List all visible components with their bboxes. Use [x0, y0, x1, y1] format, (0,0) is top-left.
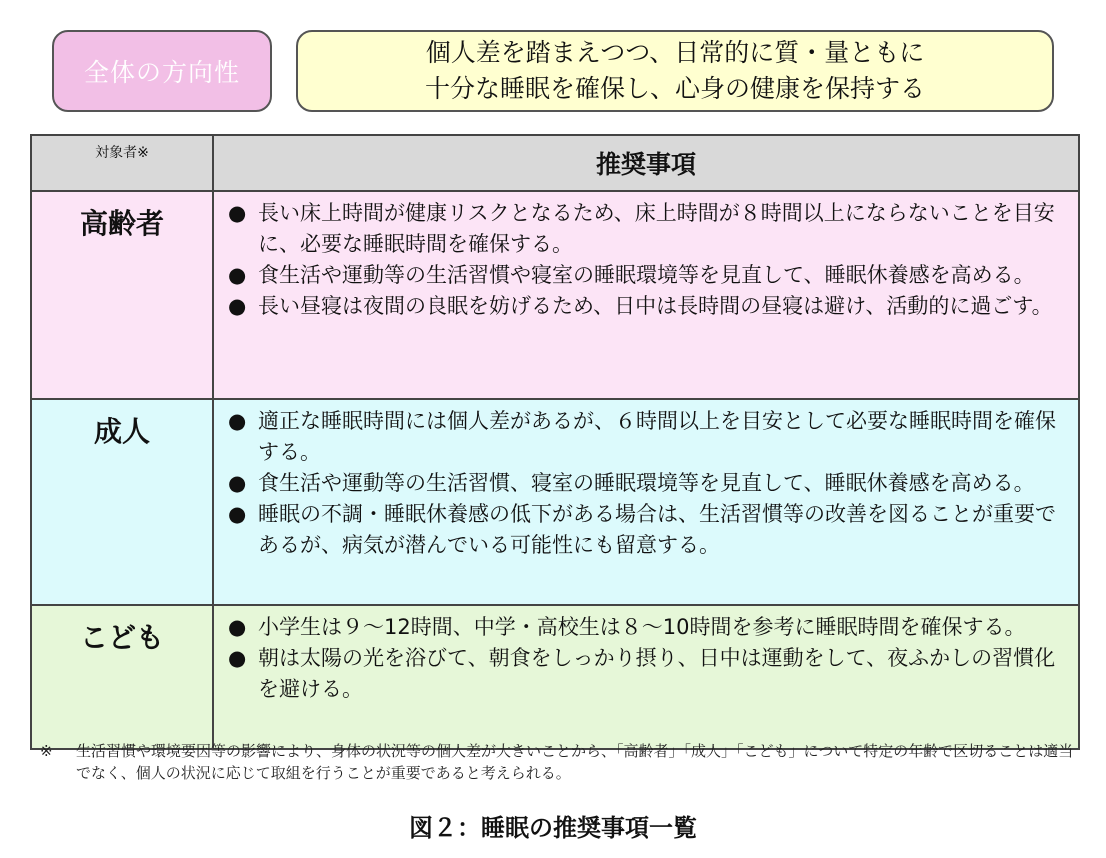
list-item	[228, 612, 1068, 643]
list-item	[228, 643, 1068, 705]
recommendation-list	[214, 400, 1078, 561]
direction-line-2: 十分な睡眠を確保し、心身の健康を保持する	[424, 74, 925, 103]
list-item	[228, 260, 1068, 291]
item-text: 食生活や運動等の生活習慣や寝室の睡眠環境等を見直して、睡眠休養感を高める。	[258, 263, 1035, 287]
category-children: こども	[31, 605, 213, 749]
footnote	[40, 740, 1080, 784]
figure-caption: 図２：睡眠の推奨事項一覧	[409, 814, 697, 842]
direction-line-1: 個人差を踏まえつつ、日常的に質・量ともに	[425, 38, 925, 67]
recommendation-list	[214, 192, 1078, 322]
recommendation-table	[30, 134, 1080, 750]
table-row	[31, 399, 1079, 605]
bullet-icon: ●	[228, 263, 247, 287]
footnote-mark: ※	[40, 742, 53, 760]
bullet-icon: ●	[228, 471, 247, 495]
item-text: 小学生は９～12時間、中学・高校生は８～10時間を参考に睡眠時間を確保する。	[258, 615, 1026, 639]
footnote-text: 生活習慣や環境要因等の影響により、身体の状況等の個人差が大きいことから、「高齢者」「成人」「こども」について特定の年齢で区切ることは適当でなく、個人の状況に応じて取組を行うことが重要であると考えられる。	[76, 742, 1074, 782]
bullet-icon: ●	[228, 615, 247, 639]
header-recommendations: 推奨事項	[213, 135, 1079, 191]
category-adult: 成人	[31, 399, 213, 605]
recommendation-cell	[213, 399, 1079, 605]
category-elderly: 高齢者	[31, 191, 213, 399]
list-item	[228, 406, 1068, 468]
recommendation-cell	[213, 605, 1079, 749]
direction-label	[52, 30, 272, 112]
direction-statement	[296, 30, 1054, 112]
bullet-icon: ●	[228, 294, 247, 318]
item-text: 朝は太陽の光を浴びて、朝食をしっかり摂り、日中は運動をして、夜ふかしの習慣化を避ける。	[258, 646, 1056, 701]
item-text: 長い床上時間が健康リスクとなるため、床上時間が８時間以上にならないことを目安に、必要な睡眠時間を確保する。	[258, 201, 1055, 256]
item-text: 食生活や運動等の生活習慣、寝室の睡眠環境等を見直して、睡眠休養感を高める。	[258, 471, 1035, 495]
table-row	[31, 605, 1079, 749]
list-item	[228, 468, 1068, 499]
item-text: 長い昼寝は夜間の良眠を妨げるため、日中は長時間の昼寝は避け、活動的に過ごす。	[258, 294, 1053, 318]
item-text: 適正な睡眠時間には個人差があるが、６時間以上を目安として必要な睡眠時間を確保する。	[258, 409, 1056, 464]
list-item	[228, 291, 1068, 322]
recommendation-list	[214, 606, 1078, 705]
bullet-icon: ●	[228, 409, 247, 433]
list-item	[228, 198, 1068, 260]
list-item	[228, 499, 1068, 561]
direction-label-text: 全体の方向性	[83, 58, 240, 87]
table-row	[31, 191, 1079, 399]
table-header-row	[31, 135, 1079, 191]
recommendation-cell	[213, 191, 1079, 399]
bullet-icon: ●	[228, 201, 247, 225]
bullet-icon: ●	[228, 502, 247, 526]
item-text: 睡眠の不調・睡眠休養感の低下がある場合は、生活習慣等の改善を図ることが重要であるが、病気が潜んでいる可能性にも留意する。	[258, 502, 1056, 557]
bullet-icon: ●	[228, 646, 247, 670]
header-target: 対象者※	[31, 135, 213, 191]
